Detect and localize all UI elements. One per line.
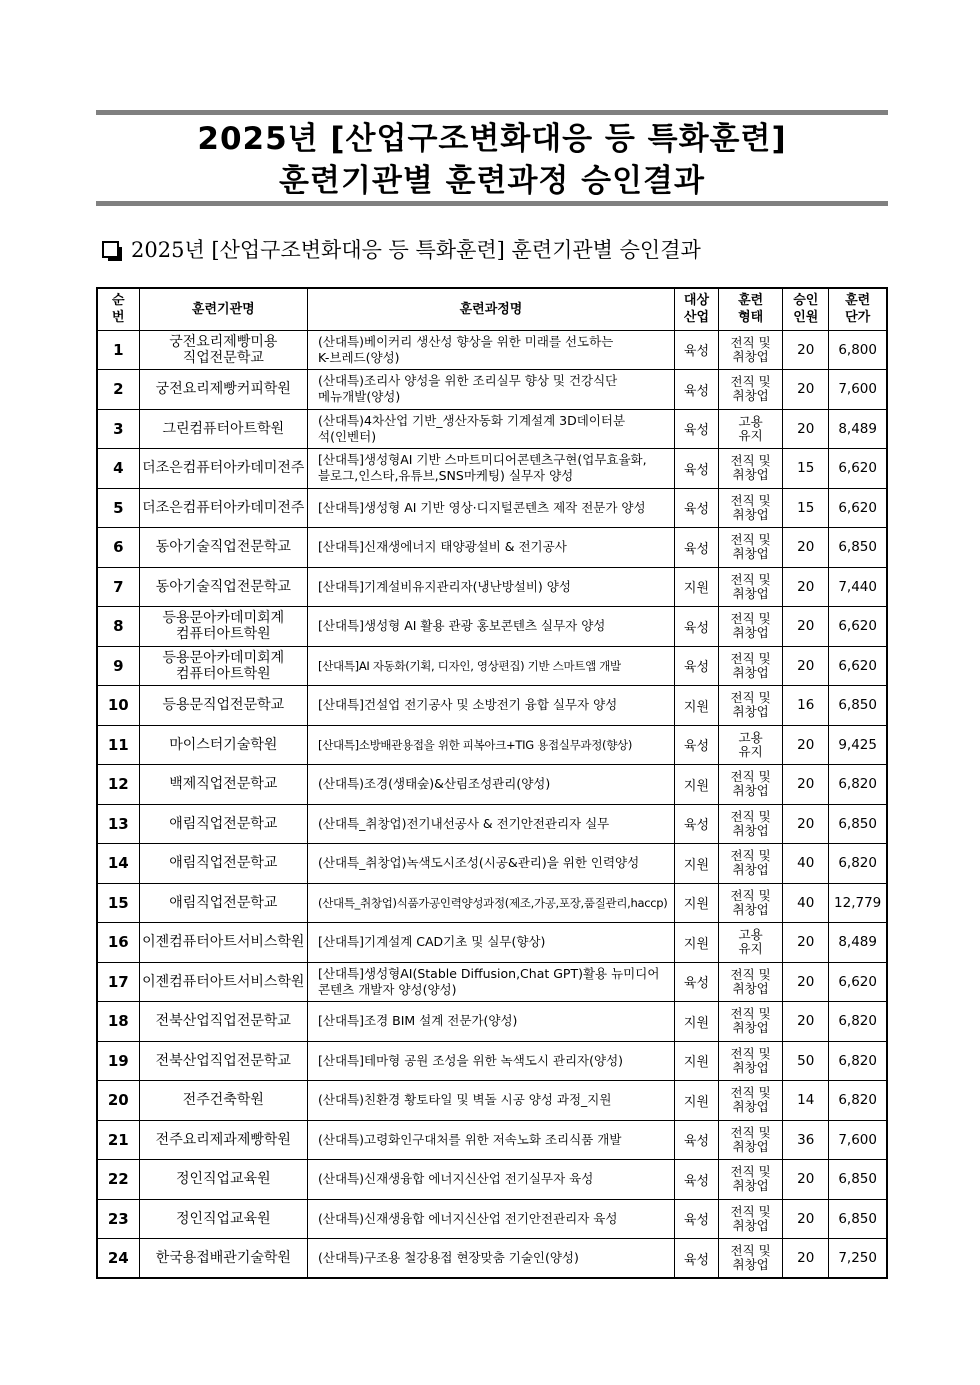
- target-industry: 육성: [674, 1199, 718, 1239]
- row-number: 2: [97, 370, 139, 410]
- course-name: [산대특]조경 BIM 설계 전문가(양성): [308, 1002, 675, 1042]
- header-type: 훈련 형태: [719, 288, 783, 330]
- training-type: 고용 유지: [719, 725, 783, 765]
- target-industry: 육성: [674, 1160, 718, 1200]
- training-type: 전직 및 취창업: [719, 449, 783, 489]
- approved-count: 20: [783, 567, 829, 607]
- table-row: [97, 844, 887, 884]
- course-name: (산대특_취창업)식품가공인력양성과정(제조,가공,포장,품질관리,haccp): [308, 883, 675, 923]
- unit-price: 6,850: [829, 1199, 887, 1239]
- table-row: [97, 1120, 887, 1160]
- unit-price: 6,620: [829, 488, 887, 528]
- course-name: (산대특)조리사 양성을 위한 조리실무 향상 및 건강식단 메뉴개발(양성): [308, 370, 675, 410]
- table-row: [97, 686, 887, 726]
- course-name: (산대특)신재생융합 에너지신산업 전기실무자 육성: [308, 1160, 675, 1200]
- row-number: 3: [97, 409, 139, 449]
- course-name: [산대특]생성형AI(Stable Diffusion,Chat GPT)활용 뉴미디어 콘텐츠 개발자 양성(양성): [308, 962, 675, 1002]
- unit-price: 6,820: [829, 844, 887, 884]
- target-industry: 지원: [674, 765, 718, 805]
- training-type: 전직 및 취창업: [719, 646, 783, 686]
- training-type: 전직 및 취창업: [719, 844, 783, 884]
- training-type: 전직 및 취창업: [719, 1120, 783, 1160]
- target-industry: 지원: [674, 686, 718, 726]
- target-industry: 육성: [674, 804, 718, 844]
- training-type: 전직 및 취창업: [719, 488, 783, 528]
- title-line-1: 2025년 [산업구조변화대응 등 특화훈련]: [197, 121, 787, 157]
- target-industry: 육성: [674, 725, 718, 765]
- unit-price: 6,820: [829, 1081, 887, 1121]
- institution-name: 더조은컴퓨터아카데미전주: [139, 449, 307, 489]
- training-type: 전직 및 취창업: [719, 1041, 783, 1081]
- row-number: 6: [97, 528, 139, 568]
- approved-count: 20: [783, 1239, 829, 1279]
- course-name: (산대특)4차산업 기반_생산자동화 기계설계 3D데이터분 석(인벤터): [308, 409, 675, 449]
- institution-name: 등용문직업전문학교: [139, 686, 307, 726]
- row-number: 7: [97, 567, 139, 607]
- approved-count: 16: [783, 686, 829, 726]
- unit-price: 12,779: [829, 883, 887, 923]
- approved-count: 40: [783, 883, 829, 923]
- training-type: 전직 및 취창업: [719, 804, 783, 844]
- approved-count: 20: [783, 962, 829, 1002]
- target-industry: 육성: [674, 646, 718, 686]
- unit-price: 7,440: [829, 567, 887, 607]
- section-heading-text: 2025년 [산업구조변화대응 등 특화훈련] 훈련기관별 승인결과: [131, 238, 701, 262]
- institution-name: 한국용접배관기술학원: [139, 1239, 307, 1279]
- approved-count: 20: [783, 923, 829, 963]
- unit-price: 8,489: [829, 923, 887, 963]
- target-industry: 육성: [674, 1120, 718, 1160]
- institution-name: 전북산업직업전문학교: [139, 1041, 307, 1081]
- row-number: 21: [97, 1120, 139, 1160]
- table-row: [97, 488, 887, 528]
- approved-count: 20: [783, 330, 829, 370]
- unit-price: 6,820: [829, 1041, 887, 1081]
- institution-name: 동아기술직업전문학교: [139, 567, 307, 607]
- table-row: [97, 607, 887, 647]
- target-industry: 지원: [674, 1002, 718, 1042]
- table-row: [97, 330, 887, 370]
- approved-count: 20: [783, 370, 829, 410]
- approved-count: 20: [783, 409, 829, 449]
- unit-price: 7,600: [829, 370, 887, 410]
- row-number: 10: [97, 686, 139, 726]
- training-type: 고용 유지: [719, 409, 783, 449]
- course-name: (산대특)구조용 철강용접 현장맞춤 기술인(양성): [308, 1239, 675, 1279]
- unit-price: 6,620: [829, 607, 887, 647]
- row-number: 20: [97, 1081, 139, 1121]
- target-industry: 육성: [674, 330, 718, 370]
- approved-count: 40: [783, 844, 829, 884]
- training-type: 전직 및 취창업: [719, 330, 783, 370]
- course-name: (산대특)베이커리 생산성 향상을 위한 미래를 선도하는 K-브레드(양성): [308, 330, 675, 370]
- row-number: 8: [97, 607, 139, 647]
- institution-name: 이젠컴퓨터아트서비스학원: [139, 962, 307, 1002]
- target-industry: 육성: [674, 607, 718, 647]
- table-row: [97, 646, 887, 686]
- approved-count: 15: [783, 488, 829, 528]
- target-industry: 지원: [674, 1081, 718, 1121]
- training-type: 전직 및 취창업: [719, 370, 783, 410]
- course-name: [산대특]기계설계 CAD기초 및 실무(향상): [308, 923, 675, 963]
- approved-count: 20: [783, 804, 829, 844]
- table-body: [97, 330, 887, 1278]
- target-industry: 지원: [674, 1041, 718, 1081]
- course-name: (산대특)친환경 황토타일 및 벽돌 시공 양성 과정_지원: [308, 1081, 675, 1121]
- row-number: 15: [97, 883, 139, 923]
- training-type: 전직 및 취창업: [719, 607, 783, 647]
- training-type: 고용 유지: [719, 923, 783, 963]
- row-number: 24: [97, 1239, 139, 1279]
- table-row: [97, 567, 887, 607]
- target-industry: 지원: [674, 883, 718, 923]
- institution-name: 이젠컴퓨터아트서비스학원: [139, 923, 307, 963]
- approved-count: 20: [783, 1199, 829, 1239]
- row-number: 13: [97, 804, 139, 844]
- training-type: 전직 및 취창업: [719, 1081, 783, 1121]
- table-row: [97, 1239, 887, 1279]
- approved-count: 15: [783, 449, 829, 489]
- course-name: [산대특]생성형 AI 활용 관광 홍보콘텐츠 실무자 양성: [308, 607, 675, 647]
- row-number: 9: [97, 646, 139, 686]
- course-name: (산대특)고령화인구대처를 위한 저속노화 조리식품 개발: [308, 1120, 675, 1160]
- unit-price: 7,250: [829, 1239, 887, 1279]
- unit-price: 6,850: [829, 1160, 887, 1200]
- row-number: 5: [97, 488, 139, 528]
- institution-name: 애림직업전문학교: [139, 804, 307, 844]
- table-header-row: [97, 288, 887, 330]
- table-row: [97, 370, 887, 410]
- table-row: [97, 962, 887, 1002]
- institution-name: 애림직업전문학교: [139, 883, 307, 923]
- approved-count: 20: [783, 1002, 829, 1042]
- course-name: (산대특)신재생융합 에너지신산업 전기안전관리자 육성: [308, 1199, 675, 1239]
- row-number: 17: [97, 962, 139, 1002]
- table-row: [97, 1199, 887, 1239]
- row-number: 4: [97, 449, 139, 489]
- document-title: [96, 110, 888, 206]
- course-name: [산대특]신재생에너지 태양광설비 & 전기공사: [308, 528, 675, 568]
- table-row: [97, 1081, 887, 1121]
- course-name: [산대특]생성형AI 기반 스마트미디어콘텐츠구현(업무효율화, 블로그,인스타,유튜브,SNS마케팅) 실무자 양성: [308, 449, 675, 489]
- target-industry: 육성: [674, 449, 718, 489]
- institution-name: 동아기술직업전문학교: [139, 528, 307, 568]
- row-number: 1: [97, 330, 139, 370]
- training-type: 전직 및 취창업: [719, 883, 783, 923]
- row-number: 12: [97, 765, 139, 805]
- table-row: [97, 765, 887, 805]
- approved-count: 20: [783, 528, 829, 568]
- institution-name: 등용문아카데미회계 컴퓨터아트학원: [139, 646, 307, 686]
- unit-price: 6,800: [829, 330, 887, 370]
- table-row: [97, 409, 887, 449]
- target-industry: 지원: [674, 923, 718, 963]
- table-row: [97, 725, 887, 765]
- header-no: 순 번: [97, 288, 139, 330]
- row-number: 11: [97, 725, 139, 765]
- unit-price: 6,850: [829, 528, 887, 568]
- institution-name: 전주건축학원: [139, 1081, 307, 1121]
- table-row: [97, 528, 887, 568]
- approval-results-table: [96, 287, 888, 1279]
- training-type: 전직 및 취창업: [719, 765, 783, 805]
- course-name: [산대특]AI 자동화(기획, 디자인, 영상편집) 기반 스마트앱 개발: [308, 646, 675, 686]
- unit-price: 7,600: [829, 1120, 887, 1160]
- institution-name: 궁전요리제빵커피학원: [139, 370, 307, 410]
- row-number: 19: [97, 1041, 139, 1081]
- training-type: 전직 및 취창업: [719, 686, 783, 726]
- approved-count: 20: [783, 725, 829, 765]
- target-industry: 육성: [674, 962, 718, 1002]
- unit-price: 6,820: [829, 765, 887, 805]
- institution-name: 애림직업전문학교: [139, 844, 307, 884]
- row-number: 22: [97, 1160, 139, 1200]
- institution-name: 전북산업직업전문학교: [139, 1002, 307, 1042]
- training-type: 전직 및 취창업: [719, 962, 783, 1002]
- course-name: [산대특]건설업 전기공사 및 소방전기 융합 실무자 양성: [308, 686, 675, 726]
- unit-price: 6,850: [829, 804, 887, 844]
- course-name: [산대특]기계설비유지관리자(냉난방설비) 양성: [308, 567, 675, 607]
- section-heading: [102, 234, 701, 264]
- approved-count: 50: [783, 1041, 829, 1081]
- title-line-2: 훈련기관별 훈련과정 승인결과: [279, 163, 705, 199]
- approved-count: 20: [783, 1160, 829, 1200]
- table-row: [97, 883, 887, 923]
- row-number: 16: [97, 923, 139, 963]
- unit-price: 9,425: [829, 725, 887, 765]
- institution-name: 궁전요리제빵미용 직업전문학교: [139, 330, 307, 370]
- table-row: [97, 923, 887, 963]
- target-industry: 육성: [674, 409, 718, 449]
- target-industry: 육성: [674, 1239, 718, 1279]
- table-row: [97, 804, 887, 844]
- row-number: 18: [97, 1002, 139, 1042]
- institution-name: 정인직업교육원: [139, 1160, 307, 1200]
- row-number: 14: [97, 844, 139, 884]
- table-row: [97, 1160, 887, 1200]
- unit-price: 8,489: [829, 409, 887, 449]
- course-name: [산대특]생성형 AI 기반 영상·디지털콘텐츠 제작 전문가 양성: [308, 488, 675, 528]
- institution-name: 등용문아카데미회계 컴퓨터아트학원: [139, 607, 307, 647]
- institution-name: 마이스터기술학원: [139, 725, 307, 765]
- institution-name: 더조은컴퓨터아카데미전주: [139, 488, 307, 528]
- training-type: 전직 및 취창업: [719, 1160, 783, 1200]
- approved-count: 14: [783, 1081, 829, 1121]
- table-row: [97, 449, 887, 489]
- approved-count: 20: [783, 607, 829, 647]
- training-type: 전직 및 취창업: [719, 1002, 783, 1042]
- table-row: [97, 1041, 887, 1081]
- header-count: 승인 인원: [783, 288, 829, 330]
- target-industry: 지원: [674, 844, 718, 884]
- unit-price: 6,820: [829, 1002, 887, 1042]
- course-name: [산대특]테마형 공원 조성을 위한 녹색도시 관리자(양성): [308, 1041, 675, 1081]
- course-name: (산대특_취창업)녹색도시조성(시공&관리)을 위한 인력양성: [308, 844, 675, 884]
- row-number: 23: [97, 1199, 139, 1239]
- target-industry: 육성: [674, 370, 718, 410]
- approved-count: 36: [783, 1120, 829, 1160]
- institution-name: 백제직업전문학교: [139, 765, 307, 805]
- approved-count: 20: [783, 765, 829, 805]
- table-row: [97, 1002, 887, 1042]
- course-name: (산대특_취창업)전기내선공사 & 전기안전관리자 실무: [308, 804, 675, 844]
- training-type: 전직 및 취창업: [719, 528, 783, 568]
- header-price: 훈련 단가: [829, 288, 887, 330]
- header-industry: 대상 산업: [674, 288, 718, 330]
- course-name: [산대특]소방배관용접을 위한 피복아크+TIG 용접실무과정(향상): [308, 725, 675, 765]
- institution-name: 그린컴퓨터아트학원: [139, 409, 307, 449]
- training-type: 전직 및 취창업: [719, 1239, 783, 1279]
- unit-price: 6,620: [829, 646, 887, 686]
- unit-price: 6,620: [829, 449, 887, 489]
- header-course: 훈련과정명: [308, 288, 675, 330]
- header-institution: 훈련기관명: [139, 288, 307, 330]
- unit-price: 6,850: [829, 686, 887, 726]
- institution-name: 전주요리제과제빵학원: [139, 1120, 307, 1160]
- course-name: (산대특)조경(생태숲)&산림조성관리(양성): [308, 765, 675, 805]
- target-industry: 지원: [674, 567, 718, 607]
- training-type: 전직 및 취창업: [719, 1199, 783, 1239]
- approved-count: 20: [783, 646, 829, 686]
- checkbox-bullet-icon: [102, 241, 119, 258]
- target-industry: 육성: [674, 488, 718, 528]
- institution-name: 정인직업교육원: [139, 1199, 307, 1239]
- unit-price: 6,620: [829, 962, 887, 1002]
- target-industry: 육성: [674, 528, 718, 568]
- training-type: 전직 및 취창업: [719, 567, 783, 607]
